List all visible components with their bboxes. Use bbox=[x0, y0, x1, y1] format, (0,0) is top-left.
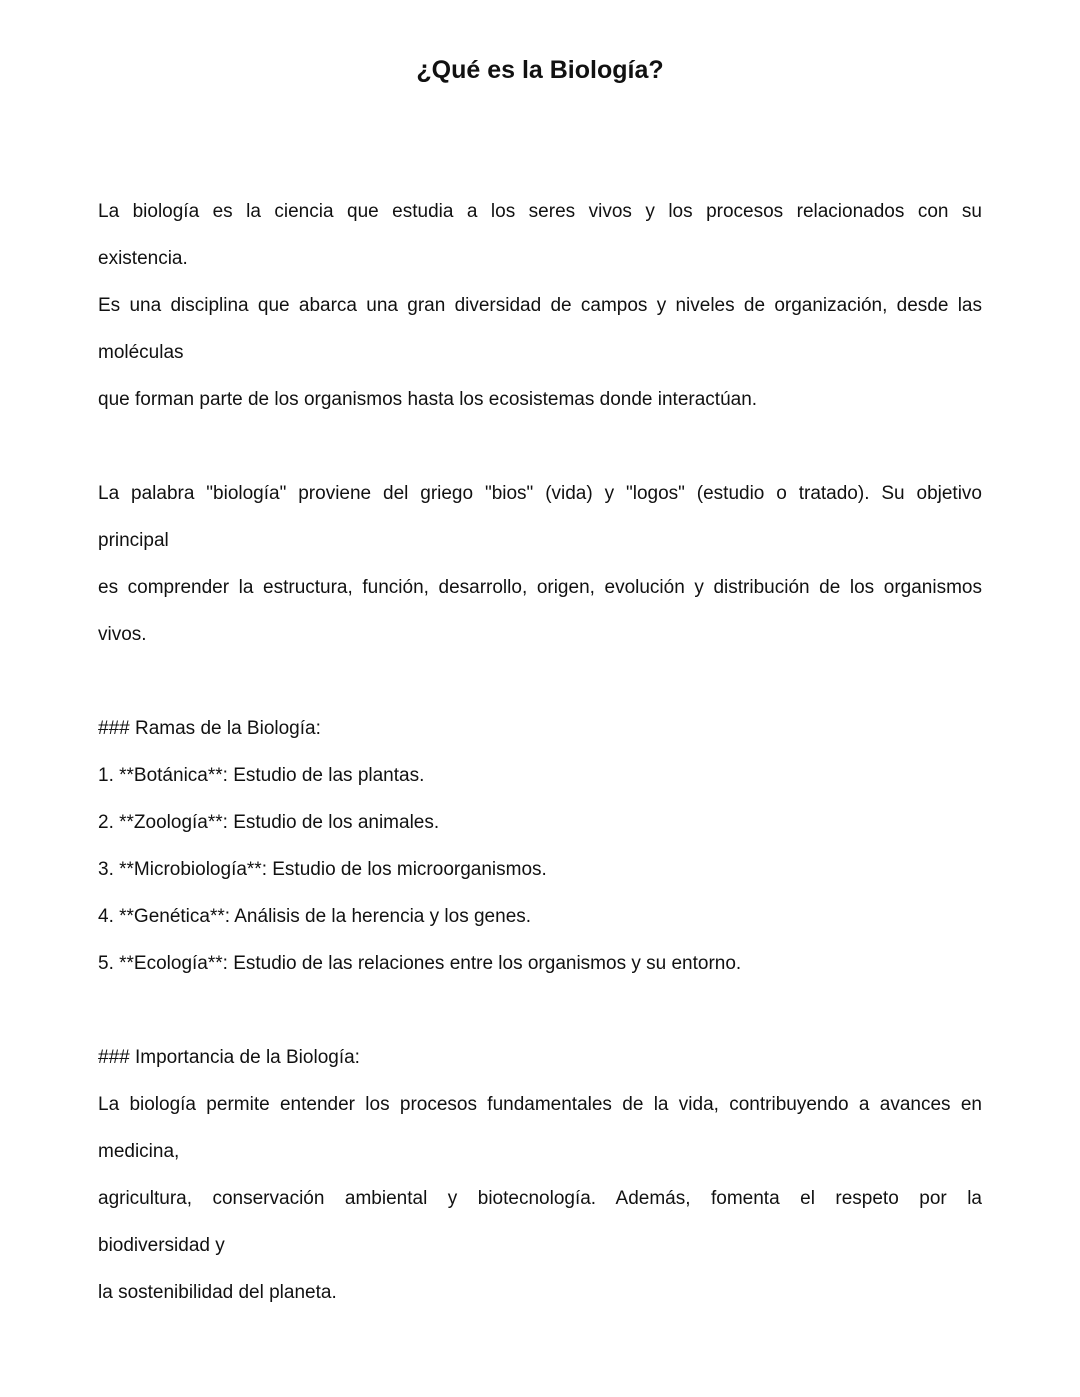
branch-list-item: 3. **Microbiología**: Estudio de los microorganismos. bbox=[98, 859, 547, 880]
paragraph-spacer bbox=[98, 423, 982, 470]
paragraph-line: la sostenibilidad del planeta. bbox=[98, 1282, 337, 1303]
branches-section bbox=[98, 705, 982, 987]
branches-heading: ### Ramas de la Biología: bbox=[98, 718, 321, 739]
page-title: ¿Qué es la Biología? bbox=[416, 56, 664, 84]
paragraph-line: agricultura, conservación ambiental y biotecnología. Además, fomenta el respeto por la bbox=[98, 1188, 982, 1209]
paragraph-line: La palabra "biología" proviene del griego "bios" (vida) y "logos" (estudio o tratado). Su objetivo bbox=[98, 483, 982, 504]
paragraph-line: La biología permite entender los procesos fundamentales de la vida, contribuyendo a avances en bbox=[98, 1094, 982, 1115]
importance-heading: ### Importancia de la Biología: bbox=[98, 1047, 360, 1068]
branch-list-item: 5. **Ecología**: Estudio de las relaciones entre los organismos y su entorno. bbox=[98, 953, 742, 974]
paragraph-line: La biología es la ciencia que estudia a los seres vivos y los procesos relacionados con su bbox=[98, 201, 982, 222]
paragraph-spacer bbox=[98, 658, 982, 705]
etymology-paragraph bbox=[98, 470, 982, 658]
branch-list-item: 2. **Zoología**: Estudio de los animales. bbox=[98, 812, 440, 833]
paragraph-line: Es una disciplina que abarca una gran diversidad de campos y niveles de organización, desde las bbox=[98, 295, 982, 316]
branch-list-item: 4. **Genética**: Análisis de la herencia y los genes. bbox=[98, 906, 532, 927]
paragraph-spacer bbox=[98, 987, 982, 1034]
paragraph-line: biodiversidad y bbox=[98, 1235, 225, 1256]
paragraph-line: es comprender la estructura, función, desarrollo, origen, evolución y distribución de los organismos bbox=[98, 577, 982, 598]
paragraph-line: principal bbox=[98, 530, 169, 551]
paragraph-line: que forman parte de los organismos hasta los ecosistemas donde interactúan. bbox=[98, 389, 758, 410]
paragraph-line: existencia. bbox=[98, 248, 188, 269]
branch-list-item: 1. **Botánica**: Estudio de las plantas. bbox=[98, 765, 425, 786]
paragraph-line: medicina, bbox=[98, 1141, 180, 1162]
importance-section bbox=[98, 1034, 982, 1316]
paragraph-line: moléculas bbox=[98, 342, 184, 363]
intro-paragraph bbox=[98, 188, 982, 423]
paragraph-line: vivos. bbox=[98, 624, 147, 645]
document-body bbox=[98, 188, 982, 1316]
